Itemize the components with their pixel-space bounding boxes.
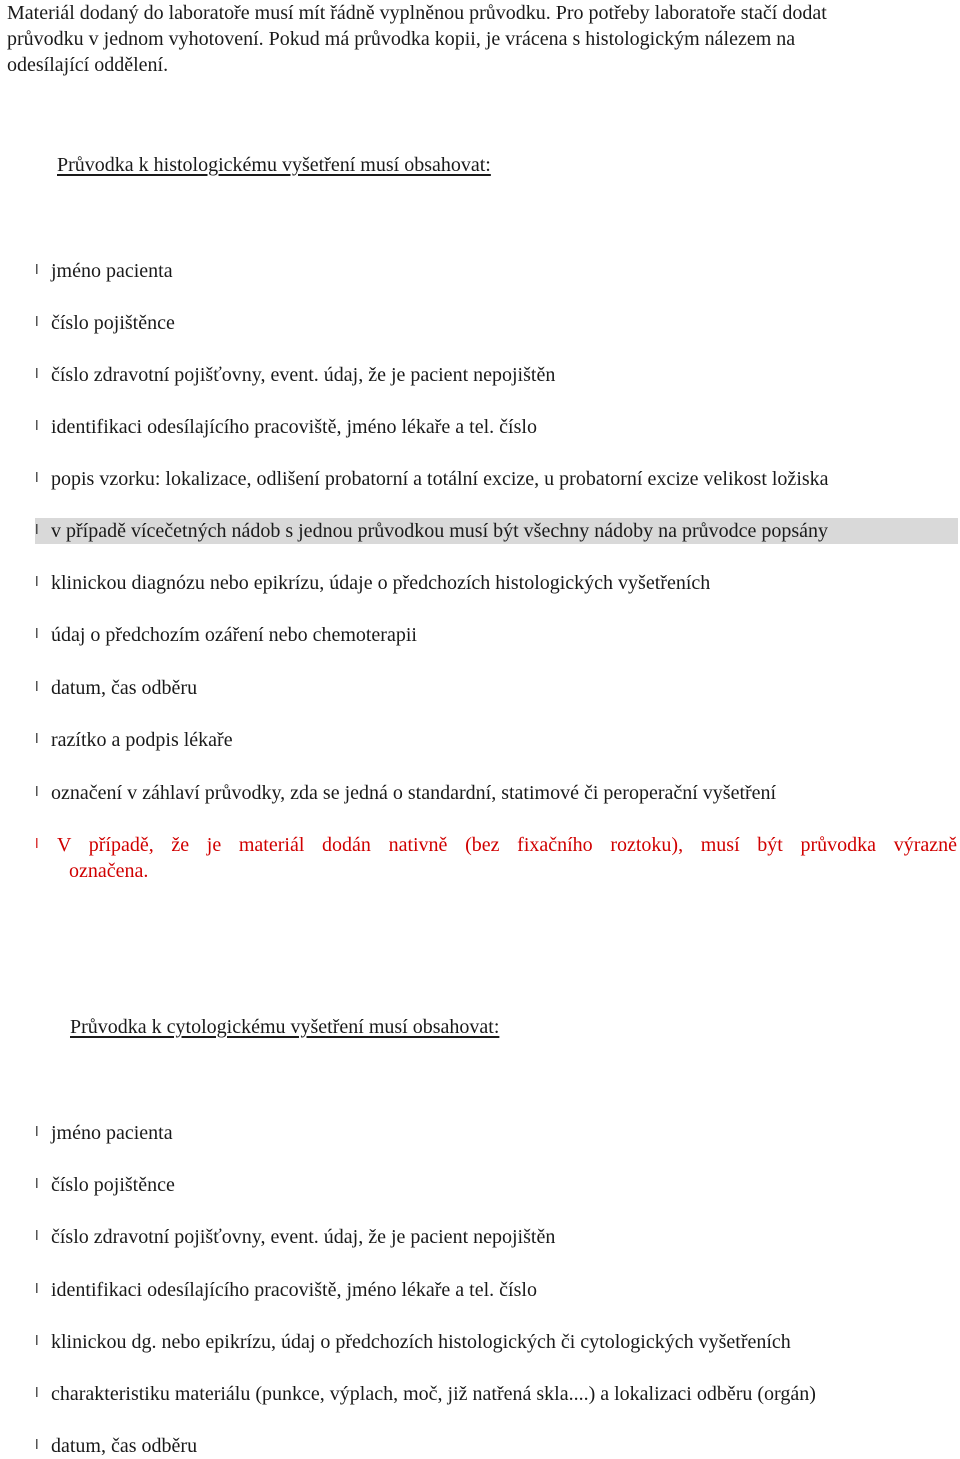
native-material-warning [0,832,958,884]
list-item-text: datum, čas odběru [51,1435,198,1457]
list-item-text: označení v záhlaví průvodky, zda se jedná o standardní, statimové či peroperační vyšetření [51,782,777,804]
list-item-text: v případě vícečetných nádob s jednou průvodkou musí být všechny nádoby na průvodce popsány [51,520,829,542]
bullet-icon: l [35,1229,39,1244]
list-item [0,1433,958,1459]
bullet-icon: l [35,315,39,330]
list-item-text: identifikaci odesílajícího pracoviště, jméno lékaře a tel. číslo [51,1279,537,1301]
bullet-icon: l [35,785,39,800]
warning-text-line: označena. [69,860,149,882]
bullet-icon: l [35,419,39,434]
list-item [0,1120,958,1146]
warning-text [57,832,957,884]
cytology-heading: Průvodka k cytologickému vyšetření musí obsahovat: [70,1016,500,1038]
bullet-icon: l [35,1334,39,1349]
list-item [0,362,958,388]
list-item [0,1381,958,1407]
list-item [0,1329,958,1355]
list-item [0,310,958,336]
list-item-text: charakteristiku materiálu (punkce, výplach, moč, již natřená skla....) a lokalizaci odběru (orgán) [51,1383,816,1405]
bullet-icon: l [35,575,39,590]
list-item [0,1277,958,1303]
bullet-icon: l [35,1438,39,1453]
list-item-text: razítko a podpis lékaře [51,729,233,751]
list-item-text: popis vzorku: lokalizace, odlišení probatorní a totální excize, u probatorní excize velikost ložiska [51,468,829,490]
list-item [0,466,958,492]
list-item [0,1224,958,1250]
bullet-icon: l [35,1282,39,1297]
list-item-text: jméno pacienta [51,260,173,282]
list-item [0,780,958,806]
list-item-highlighted [0,518,958,544]
list-item-text: klinickou diagnózu nebo epikrízu, údaje o předchozích histologických vyšetřeních [51,572,711,594]
list-item [0,622,958,648]
bullet-icon: l [35,1386,39,1401]
list-item [0,1172,958,1198]
intro-line: Materiál dodaný do laboratoře musí mít řádně vyplněnou průvodku. Pro potřeby laboratoře stačí dodat [7,2,827,24]
list-item-text: číslo pojištěnce [51,312,175,334]
bullet-icon: l [35,627,39,642]
list-item-text: jméno pacienta [51,1122,173,1144]
bullet-icon: l [35,523,39,538]
intro-line: odesílající oddělení. [7,54,169,76]
list-item [0,414,958,440]
bullet-icon: l [35,367,39,382]
intro-paragraph [7,0,947,78]
list-item [0,570,958,596]
bullet-icon: l [35,471,39,486]
warning-text-line: V případě, že je materiál dodán nativně (bez fixačního roztoku), musí být průvodka výrazně [57,834,957,856]
list-item-text: údaj o předchozím ozáření nebo chemoterapii [51,624,417,646]
bullet-icon: l [35,1125,39,1140]
list-item-text: klinickou dg. nebo epikrízu, údaj o předchozích histologických či cytologických vyšetřeních [51,1331,791,1353]
list-item [0,727,958,753]
bullet-icon: l [35,263,39,278]
bullet-icon: l [35,837,39,852]
bullet-icon: l [35,680,39,695]
list-item-text: identifikaci odesílajícího pracoviště, jméno lékaře a tel. číslo [51,416,537,438]
list-item [0,258,958,284]
bullet-icon: l [35,1177,39,1192]
list-item-text: číslo zdravotní pojišťovny, event. údaj, že je pacient nepojištěn [51,364,556,386]
list-item-text: číslo zdravotní pojišťovny, event. údaj, že je pacient nepojištěn [51,1226,556,1248]
bullet-icon: l [35,732,39,747]
histology-heading: Průvodka k histologickému vyšetření musí obsahovat: [57,154,491,176]
intro-line: průvodku v jednom vyhotovení. Pokud má průvodka kopii, je vrácena s histologickým nálezem na [7,28,796,50]
list-item [0,675,958,701]
list-item-text: datum, čas odběru [51,677,198,699]
list-item-text: číslo pojištěnce [51,1174,175,1196]
